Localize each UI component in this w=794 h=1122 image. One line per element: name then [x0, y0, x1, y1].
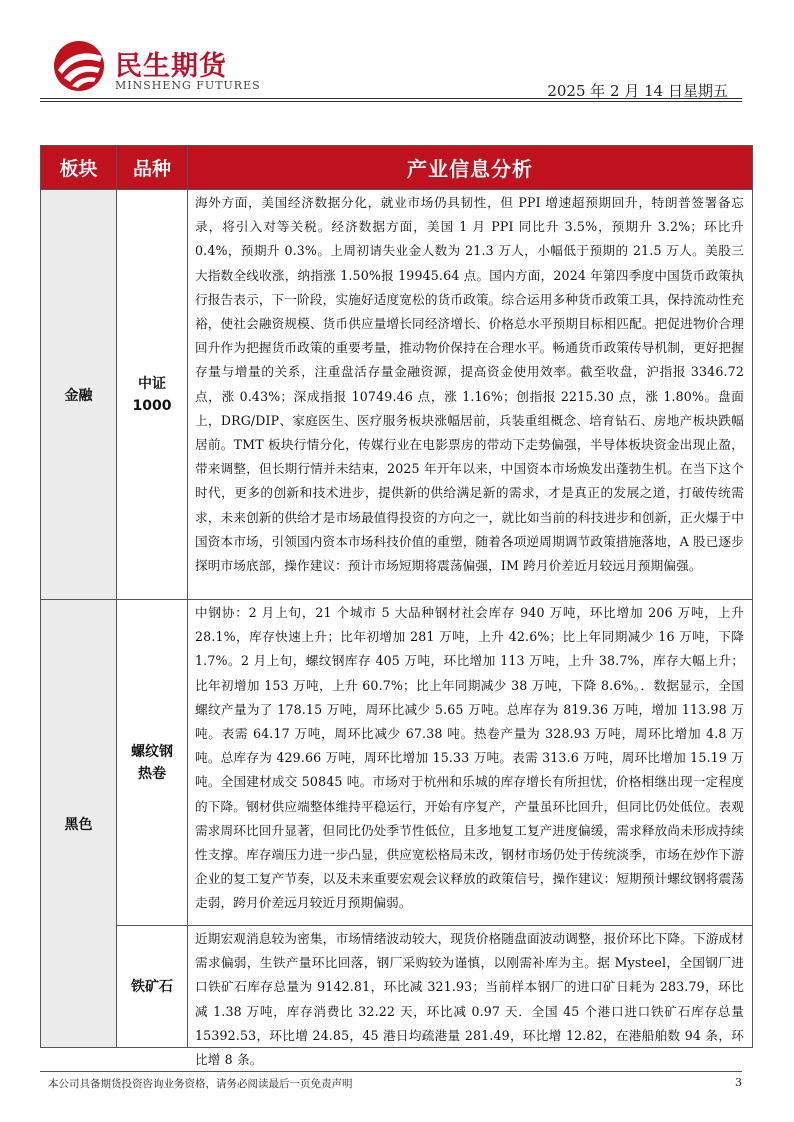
- table-row: [41, 600, 753, 926]
- header-divider: [40, 98, 742, 99]
- variety-name: 中证: [138, 375, 166, 392]
- variety-name: 螺纹钢: [131, 743, 173, 760]
- footer-disclaimer: 本公司具备期货投资咨询业务资格，请务必阅读最后一页免责声明: [48, 1078, 353, 1090]
- analysis-cell: [188, 190, 753, 600]
- table-row: [41, 926, 753, 1048]
- brand-name-cn: 民生期货: [115, 51, 227, 82]
- analysis-clip: [188, 926, 752, 1068]
- sector-cell: 金融: [41, 190, 117, 600]
- table-row: [41, 190, 753, 600]
- minsheng-logo: [50, 40, 108, 92]
- variety-cell: [117, 600, 188, 926]
- header-sector: 板块: [41, 146, 117, 190]
- analysis-text: 近期宏观消息较为密集，市场情绪波动较大，现货价格随盘面波动调整，报价环比下降。下游成材需求偏弱，生铁产量环比回落，钢厂采购较为谨慎，以刚需补库为主。据 Mysteel，全国钢厂进口铁矿石库存总量为 9142.81，环比减 321.93；当前样本钢厂的进口矿日耗为 283.79，环比减 1.38 万吨，库存消费比 32.22 天，环比减 0.97 天．全国 45 个港口进口铁矿石库存总量 15392.53，环比增 24.85，45 港日均疏港量 281.49，环比增 12.82，在港船舶数 94 条，环比增 8 条。: [195, 931, 744, 1068]
- industry-analysis-table: [40, 145, 753, 1068]
- table-header-row: [41, 146, 753, 190]
- header-divider-thin: [40, 101, 742, 102]
- header-analysis: 产业信息分析: [188, 146, 753, 190]
- brand-name-en: MINSHENG FUTURES: [115, 79, 261, 92]
- variety-name: 铁矿石: [131, 978, 173, 995]
- analysis-text: 中钢协：2 月上旬，21 个城市 5 大品种钢材社会库存 940 万吨，环比增加 206 万吨，上升 28.1%，库存快速上升；比年初增加 281 万吨，上升 42.6%；比上年同期减少 16 万吨，下降 1.7%。2 月上旬，螺纹钢库存 405 万吨，环比增加 113 万吨，上升 38.7%，库存大幅上升；比年初增加 153 万吨，上升 60.7%；比上年同期减少 38 万吨，下降 8.6%。．数据显示，全国螺纹产量为了 178.15 万吨，周环比减少 5.65 万吨。总库存为 819.36 万吨，增加 113.98 万吨。表需 64.17 万吨，周环比减少 67.38 吨。热卷产量为 328.93 万吨，周环比增加 4.8 万吨。总库存为 429.66 万吨，周环比增加 15.33 万吨。表需 313.6 万吨，周环比增加 15.19 万吨。全国建材成交 50845 吨。市场对于杭州和乐城的库存增长有所担忧，价格相继出现一定程度的下降。钢材供应端整体维持平稳运行，开始有序复产，产量虽环比回升，但同比仍处低位。表观需求周环比回升显著，但同比仍处季节性低位，且多地复工复产进度偏缓，需求释放尚未形成持续性支撑。库存端压力进一步凸显，供应宽松格局未改，钢材市场仍处于传统淡季，市场在炒作下游企业的复工复产节奏，以及未来重要宏观会议释放的政策信号，操作建议：短期预计螺纹钢将震荡走弱，跨月价差远月较近月预期偏弱。: [195, 605, 744, 911]
- variety-name-2: 热卷: [138, 765, 166, 782]
- sector-cell: 黑色: [41, 600, 117, 1048]
- variety-code: 1000: [132, 397, 172, 414]
- report-date: 2025 年 2 月 14 日星期五: [547, 82, 728, 100]
- analysis-text: 海外方面，美国经济数据分化，就业市场仍具韧性，但 PPI 增速超预期回升，特朗普签署备忘录，将引入对等关税。经济数据方面，美国 1 月 PPI 同比升 3.5%，预期升 3.2%；环比升 0.4%，预期升 0.3%。上周初请失业金人数为 21.3 万人，小幅低于预期的 21.5 万人。美股三大指数全线收涨，纳指涨 1.50%报 19945.64 点。国内方面，2024 年第四季度中国货币政策执行报告表示，下一阶段，实施好适度宽松的货币政策。综合运用多种货币政策工具，保持流动性充裕，使社会融资规模、货币供应量增长同经济增长、价格总水平预期目标相匹配。把促进物价合理回升作为把握货币政策的重要考量，推动物价保持在合理水平。畅通货币政策传导机制，更好把握存量与增量的关系，注重盘活存量金融资源，提高资金使用效率。截至收盘，沪指报 3346.72 点，涨 0.43%；深成指报 10749.46 点，涨 1.16%；创指报 2215.30 点，涨 1.80%。盘面上，DRG/DIP、家庭医生、医疗服务板块涨幅居前，兵装重组概念、培育钻石、房地产板块跌幅居前。TMT 板块行情分化，传媒行业在电影票房的带动下走势偏强，半导体板块资金出现止盈，带来调整，但长期行情并未结束，2025 年开年以来，中国资本市场焕发出蓬勃生机。在当下这个时代，更多的创新和技术进步，提供新的供给满足新的需求，才是真正的发展之道，打破传统需求，未来创新的供给才是市场最值得投资的方向之一，就比如当前的科技进步和创新，正火爆于中国资本市场，引领国内资本市场科技价值的重塑，随着各项逆周期调节政策措施落地，A 股已逐步探明市场底部，操作建议：预计市场短期将震荡偏强，IM 跨月价差近月较远月预期偏强。: [195, 195, 744, 574]
- variety-cell: [117, 926, 188, 1048]
- analysis-cell: [188, 926, 753, 1068]
- analysis-cell: [188, 600, 753, 926]
- page-number: 3: [735, 1076, 742, 1089]
- footer-divider: [40, 1071, 742, 1072]
- variety-cell: [117, 190, 188, 600]
- header-variety: 品种: [117, 146, 188, 190]
